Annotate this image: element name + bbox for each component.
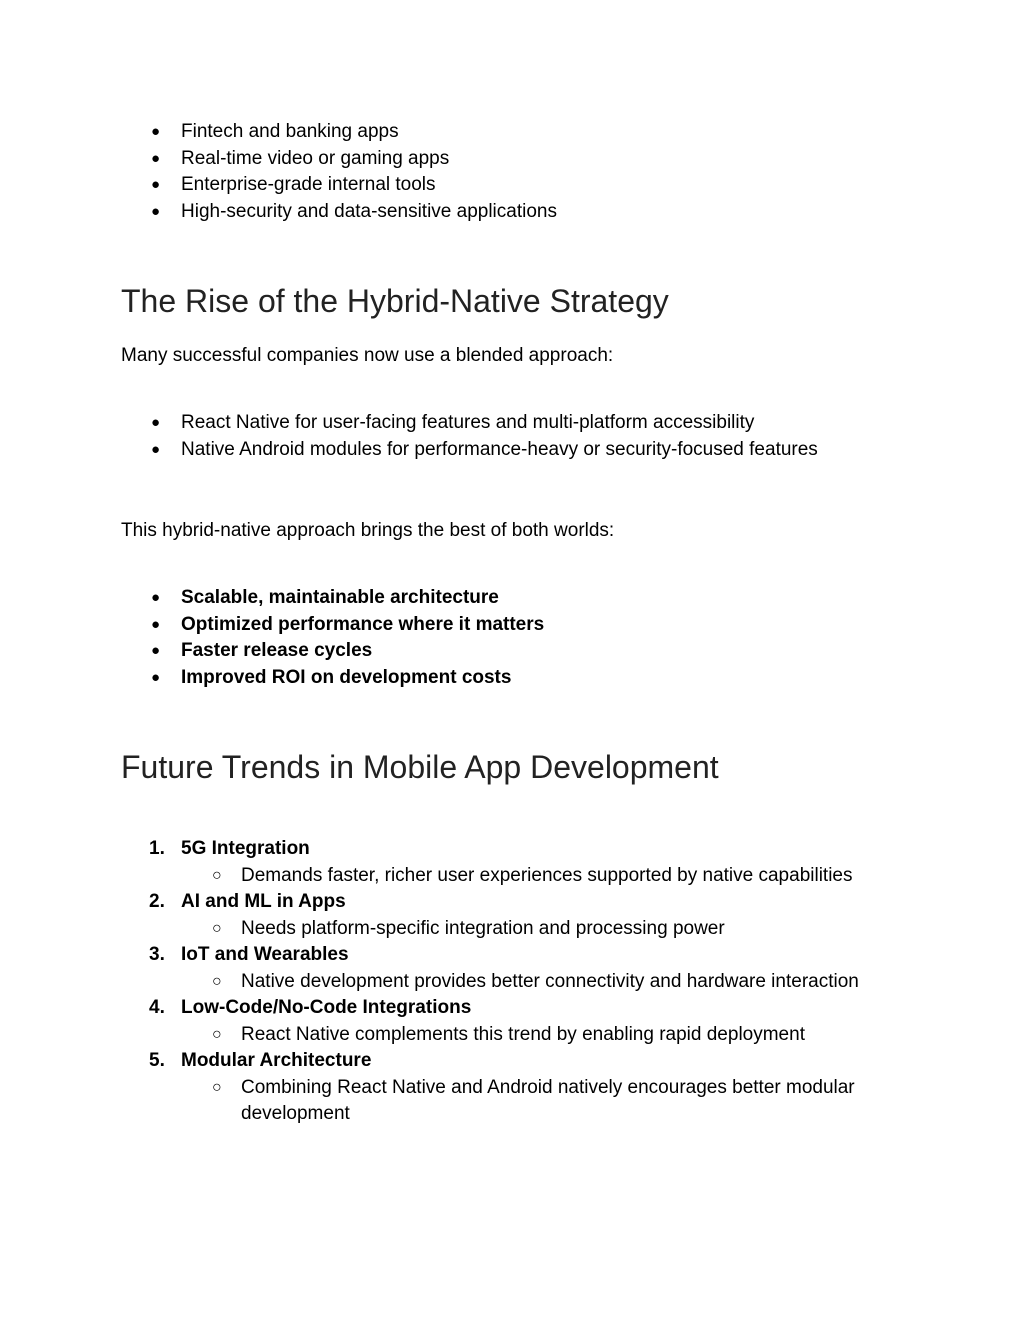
bullet-icon: ● bbox=[151, 202, 161, 220]
bullet-icon: ● bbox=[151, 123, 161, 140]
list-item: ● React Native for user-facing features and multi-platform accessibility bbox=[121, 410, 818, 437]
trend-detail: Demands faster, richer user experiences supported by native capabilities bbox=[241, 864, 853, 886]
list-item bbox=[121, 836, 911, 889]
bullet-icon: ● bbox=[151, 615, 161, 633]
benefits-intro-paragraph: This hybrid-native approach brings the best of both worlds: bbox=[121, 520, 615, 541]
list-item: ● Real-time video or gaming apps bbox=[121, 146, 557, 173]
trend-detail: Combining React Native and Android natively encourages better modular development bbox=[241, 1076, 855, 1124]
bullet-icon: ● bbox=[151, 176, 161, 193]
circle-bullet-icon: ○ bbox=[212, 1078, 222, 1096]
bullet-icon: ● bbox=[151, 440, 161, 458]
trend-detail: React Native complements this trend by enabling rapid deployment bbox=[241, 1023, 805, 1045]
list-number: 5. bbox=[149, 1050, 165, 1071]
list-item bbox=[121, 995, 911, 1048]
list-item: ● Scalable, maintainable architecture bbox=[121, 585, 544, 612]
circle-bullet-icon: ○ bbox=[212, 1025, 222, 1043]
list-number: 1. bbox=[149, 838, 165, 859]
trend-detail: Needs platform-specific integration and processing power bbox=[241, 917, 725, 939]
list-item bbox=[121, 1048, 911, 1128]
benefits-list bbox=[121, 585, 544, 691]
trend-title: 5G Integration bbox=[181, 838, 310, 859]
bullet-icon: ● bbox=[151, 668, 161, 686]
trend-title: IoT and Wearables bbox=[181, 944, 349, 965]
list-item: ● High-security and data-sensitive applications bbox=[121, 199, 557, 226]
section-heading-hybrid-native: The Rise of the Hybrid-Native Strategy bbox=[121, 283, 669, 319]
bullet-icon: ● bbox=[151, 642, 161, 659]
trend-title: Modular Architecture bbox=[181, 1050, 372, 1071]
circle-bullet-icon: ○ bbox=[212, 866, 222, 884]
trend-title: AI and ML in Apps bbox=[181, 891, 346, 912]
bullet-icon: ● bbox=[151, 149, 161, 167]
approach-list bbox=[121, 410, 818, 463]
circle-bullet-icon: ○ bbox=[212, 919, 222, 937]
trend-detail: Native development provides better connectivity and hardware interaction bbox=[241, 970, 859, 992]
section-intro-paragraph: Many successful companies now use a blended approach: bbox=[121, 345, 614, 366]
list-number: 4. bbox=[149, 997, 165, 1018]
trends-list bbox=[121, 836, 911, 1128]
list-item: ● Fintech and banking apps bbox=[121, 119, 557, 146]
list-item: ● Improved ROI on development costs bbox=[121, 665, 544, 692]
list-item: ● Faster release cycles bbox=[121, 638, 544, 665]
bullet-icon: ● bbox=[151, 589, 161, 606]
intro-list bbox=[121, 119, 557, 225]
section-heading-future-trends: Future Trends in Mobile App Development bbox=[121, 749, 719, 785]
list-item: ● Optimized performance where it matters bbox=[121, 612, 544, 639]
list-item bbox=[121, 889, 911, 942]
list-number: 2. bbox=[149, 891, 165, 912]
circle-bullet-icon: ○ bbox=[212, 972, 222, 990]
list-item bbox=[121, 942, 911, 995]
list-item: ● Enterprise-grade internal tools bbox=[121, 172, 557, 199]
bullet-icon: ● bbox=[151, 414, 161, 431]
trend-title: Low-Code/No-Code Integrations bbox=[181, 997, 472, 1018]
list-number: 3. bbox=[149, 944, 165, 965]
list-item: ● Native Android modules for performance-heavy or security-focused features bbox=[121, 437, 818, 464]
